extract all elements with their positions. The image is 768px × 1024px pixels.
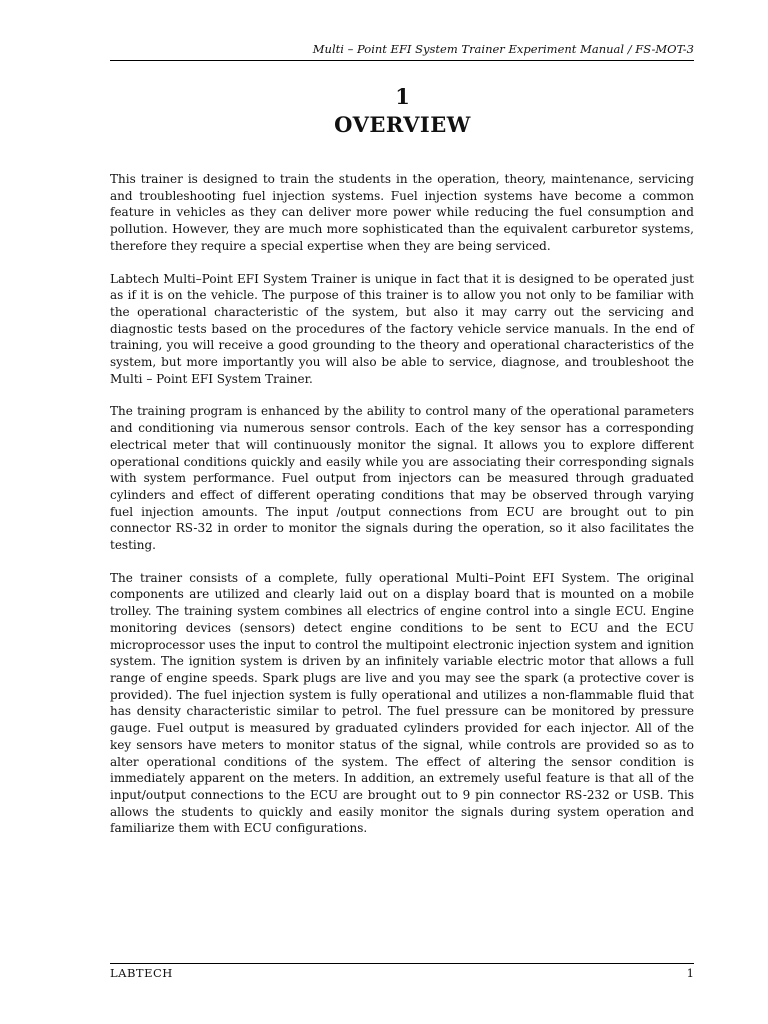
footer-company: LABTECH — [110, 966, 173, 980]
chapter-number: 1 — [395, 84, 410, 109]
paragraph-1: This trainer is designed to train the students in the operation, theory, maintenance, servicing and troubleshooting fuel injection systems. Fuel injection systems have become a common feature in vehicles as they can deliver more power while reducing the fuel consumption and pollution. However, they are much more sophisticated than the equivalent carburetor systems, therefore they require a special expertise when they are being serviced. — [110, 172, 694, 253]
footer-rule — [110, 963, 694, 964]
page-number: 1 — [686, 966, 694, 980]
paragraph-4: The trainer consists of a complete, fully operational Multi–Point EFI System. The original components are utilized and clearly laid out on a display board that is mounted on a mobile trolley. The training system combines all electrics of engine control into a single ECU. Engine monitoring devices (sensors) detect engine conditions to be sent to ECU and the ECU microprocessor uses the input to control the multipoint electronic injection system and ignition system. The ignition system is driven by an infinitely variable electric motor that allows a full range of engine speeds. Spark plugs are live and you may see the spark (a protective cover is provided). The fuel injection system is fully operational and utilizes a non-flammable fluid that has density characteristic similar to petrol. The fuel pressure can be monitored by pressure gauge. Fuel output is measured by graduated cylinders provided for each injector. All of the key sensors have meters to monitor status of the signal, while controls are provided so as to alter operational conditions of the system. The effect of altering the sensor condition is immediately apparent on the meters. In addition, an extremely useful feature is that all of the input/output connections to the ECU are brought out to 9 pin connector RS-232 or USB. This allows the students to quickly and easily monitor the signals during system operation and familiarize them with ECU configurations. — [110, 570, 694, 836]
paragraph-3: The training program is enhanced by the ability to control many of the operational parameters and conditioning via numerous sensor controls. Each of the key sensor has a corresponding electrical meter that will continuously monitor the signal. It allows you to explore different operational conditions quickly and easily while you are associating their corresponding signals with system performance. Fuel output from injectors can be measured through graduated cylinders and effect of different operating conditions that may be observed through varying fuel injection amounts. The input /output connections from ECU are brought out to pin connector RS-32 in order to monitor the signals during the operation, so it also facilitates the testing. — [110, 404, 694, 553]
body-text — [110, 171, 694, 853]
paragraph-2: Labtech Multi–Point EFI System Trainer is unique in fact that it is designed to be operated just as if it is on the vehicle. The purpose of this trainer is to allow you not only to be familiar with the operational characteristic of the system, but also it may carry out the servicing and diagnostic tests based on the procedures of the factory vehicle service manuals. In the end of training, you will receive a good grounding to the theory and operational characteristics of the system, but more importantly you will also be able to service, diagnose, and troubleshoot the Multi – Point EFI System Trainer. — [110, 271, 694, 386]
running-header: Multi – Point EFI System Trainer Experiment Manual / FS-MOT-3 — [312, 42, 694, 56]
header-rule — [110, 60, 694, 61]
chapter-title: OVERVIEW — [334, 112, 471, 137]
